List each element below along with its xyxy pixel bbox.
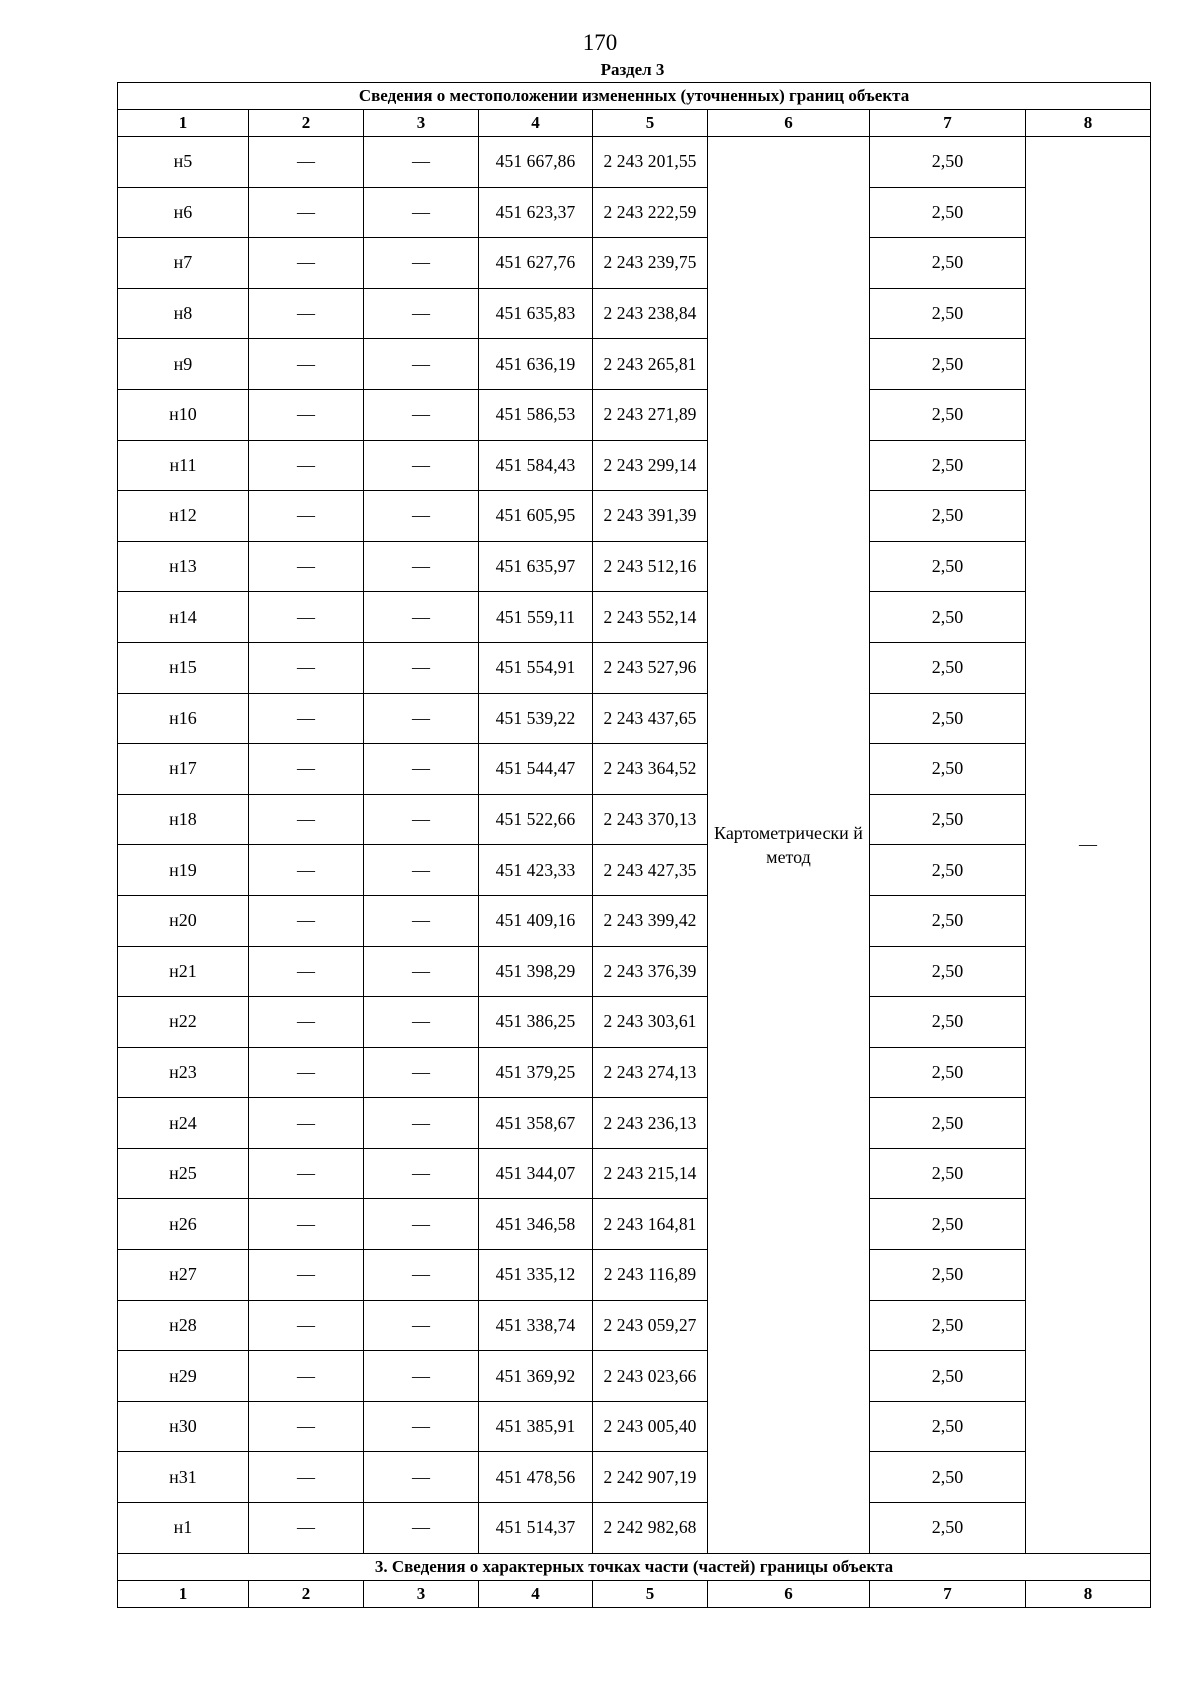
- accuracy-cell: 2,50: [870, 1047, 1026, 1098]
- subsection-caption-row: [118, 1553, 1151, 1580]
- header-column-3: 3: [364, 110, 479, 137]
- y-coordinate-cell: 2 243 512,16: [593, 541, 708, 592]
- accuracy-cell: 2,50: [870, 946, 1026, 997]
- accuracy-cell: 2,50: [870, 187, 1026, 238]
- point-name-cell: н13: [118, 541, 249, 592]
- y-coordinate-cell: 2 243 265,81: [593, 339, 708, 390]
- col2-dash-cell: —: [249, 339, 364, 390]
- x-coordinate-cell: 451 554,91: [479, 642, 593, 693]
- col2-dash-cell: —: [249, 1098, 364, 1149]
- y-coordinate-cell: 2 243 376,39: [593, 946, 708, 997]
- accuracy-cell: 2,50: [870, 1452, 1026, 1503]
- table-row: [118, 1148, 1151, 1199]
- point-name-cell: н6: [118, 187, 249, 238]
- x-coordinate-cell: 451 635,83: [479, 288, 593, 339]
- page-number: 170: [582, 30, 618, 55]
- col2-dash-cell: —: [249, 592, 364, 643]
- x-coordinate-cell: 451 667,86: [479, 137, 593, 188]
- header-column-7: 7: [870, 110, 1026, 137]
- point-name-cell: н22: [118, 997, 249, 1048]
- accuracy-cell: 2,50: [870, 1148, 1026, 1199]
- table-row: [118, 1250, 1151, 1301]
- point-name-cell: н1: [118, 1503, 249, 1554]
- col3-dash-cell: —: [364, 744, 479, 795]
- x-coordinate-cell: 451 586,53: [479, 389, 593, 440]
- y-coordinate-cell: 2 243 391,39: [593, 491, 708, 542]
- table-row: [118, 137, 1151, 188]
- point-name-cell: н5: [118, 137, 249, 188]
- accuracy-cell: 2,50: [870, 1300, 1026, 1351]
- point-name-cell: н18: [118, 794, 249, 845]
- col2-dash-cell: —: [249, 137, 364, 188]
- x-coordinate-cell: 451 539,22: [479, 693, 593, 744]
- col2-dash-cell: —: [249, 1452, 364, 1503]
- col2-dash-cell: —: [249, 238, 364, 289]
- y-coordinate-cell: 2 243 222,59: [593, 187, 708, 238]
- table-row: [118, 845, 1151, 896]
- section-title: Раздел 3: [600, 60, 665, 79]
- x-coordinate-cell: 451 398,29: [479, 946, 593, 997]
- col2-dash-cell: —: [249, 1503, 364, 1554]
- y-coordinate-cell: 2 242 982,68: [593, 1503, 708, 1554]
- y-coordinate-cell: 2 243 399,42: [593, 895, 708, 946]
- col2-dash-cell: —: [249, 642, 364, 693]
- y-coordinate-cell: 2 243 299,14: [593, 440, 708, 491]
- point-name-cell: н20: [118, 895, 249, 946]
- accuracy-cell: 2,50: [870, 238, 1026, 289]
- table-row: [118, 491, 1151, 542]
- col3-dash-cell: —: [364, 1047, 479, 1098]
- subsection-header-column-2: 2: [249, 1580, 364, 1607]
- col3-dash-cell: —: [364, 642, 479, 693]
- y-coordinate-cell: 2 243 271,89: [593, 389, 708, 440]
- table-row: [118, 895, 1151, 946]
- point-name-cell: н17: [118, 744, 249, 795]
- y-coordinate-cell: 2 243 023,66: [593, 1351, 708, 1402]
- x-coordinate-cell: 451 369,92: [479, 1351, 593, 1402]
- point-name-cell: н24: [118, 1098, 249, 1149]
- header-column-8: 8: [1026, 110, 1151, 137]
- point-name-cell: н12: [118, 491, 249, 542]
- table-row: [118, 541, 1151, 592]
- table-row: [118, 187, 1151, 238]
- col2-dash-cell: —: [249, 1047, 364, 1098]
- y-coordinate-cell: 2 243 427,35: [593, 845, 708, 896]
- accuracy-cell: 2,50: [870, 845, 1026, 896]
- point-name-cell: н28: [118, 1300, 249, 1351]
- accuracy-cell: 2,50: [870, 440, 1026, 491]
- table-row: [118, 693, 1151, 744]
- subsection-header-column-8: 8: [1026, 1580, 1151, 1607]
- accuracy-cell: 2,50: [870, 288, 1026, 339]
- y-coordinate-cell: 2 243 239,75: [593, 238, 708, 289]
- boundary-coordinates-table: [117, 82, 1151, 1608]
- header-column-4: 4: [479, 110, 593, 137]
- y-coordinate-cell: 2 243 236,13: [593, 1098, 708, 1149]
- table-row: [118, 997, 1151, 1048]
- col2-dash-cell: —: [249, 1300, 364, 1351]
- x-coordinate-cell: 451 346,58: [479, 1199, 593, 1250]
- accuracy-cell: 2,50: [870, 895, 1026, 946]
- col2-dash-cell: —: [249, 1148, 364, 1199]
- col3-dash-cell: —: [364, 1452, 479, 1503]
- accuracy-cell: 2,50: [870, 541, 1026, 592]
- col3-dash-cell: —: [364, 187, 479, 238]
- method-cell: Картометрически й метод: [708, 137, 870, 1554]
- accuracy-cell: 2,50: [870, 744, 1026, 795]
- col3-dash-cell: —: [364, 794, 479, 845]
- y-coordinate-cell: 2 243 059,27: [593, 1300, 708, 1351]
- point-name-cell: н30: [118, 1401, 249, 1452]
- x-coordinate-cell: 451 385,91: [479, 1401, 593, 1452]
- table-row: [118, 1199, 1151, 1250]
- table-row: [118, 946, 1151, 997]
- col3-dash-cell: —: [364, 440, 479, 491]
- col3-dash-cell: —: [364, 1098, 479, 1149]
- accuracy-cell: 2,50: [870, 339, 1026, 390]
- col3-dash-cell: —: [364, 1401, 479, 1452]
- x-coordinate-cell: 451 338,74: [479, 1300, 593, 1351]
- y-coordinate-cell: 2 243 164,81: [593, 1199, 708, 1250]
- accuracy-cell: 2,50: [870, 1199, 1026, 1250]
- accuracy-cell: 2,50: [870, 137, 1026, 188]
- table-row: [118, 592, 1151, 643]
- point-name-cell: н21: [118, 946, 249, 997]
- subsection-header-column-7: 7: [870, 1580, 1026, 1607]
- table-row: [118, 642, 1151, 693]
- col3-dash-cell: —: [364, 845, 479, 896]
- table-row: [118, 1452, 1151, 1503]
- y-coordinate-cell: 2 243 303,61: [593, 997, 708, 1048]
- x-coordinate-cell: 451 335,12: [479, 1250, 593, 1301]
- table-row: [118, 1503, 1151, 1554]
- table-row: [118, 339, 1151, 390]
- subsection-header-column-3: 3: [364, 1580, 479, 1607]
- x-coordinate-cell: 451 522,66: [479, 794, 593, 845]
- col3-dash-cell: —: [364, 895, 479, 946]
- point-name-cell: н7: [118, 238, 249, 289]
- col3-dash-cell: —: [364, 592, 479, 643]
- col3-dash-cell: —: [364, 1351, 479, 1402]
- point-name-cell: н14: [118, 592, 249, 643]
- point-name-cell: н11: [118, 440, 249, 491]
- subsection-column-number-row: [118, 1580, 1151, 1607]
- col3-dash-cell: —: [364, 1300, 479, 1351]
- x-coordinate-cell: 451 386,25: [479, 997, 593, 1048]
- x-coordinate-cell: 451 358,67: [479, 1098, 593, 1149]
- col2-dash-cell: —: [249, 389, 364, 440]
- y-coordinate-cell: 2 243 215,14: [593, 1148, 708, 1199]
- col2-dash-cell: —: [249, 1351, 364, 1402]
- y-coordinate-cell: 2 243 005,40: [593, 1401, 708, 1452]
- col3-dash-cell: —: [364, 997, 479, 1048]
- col3-dash-cell: —: [364, 1250, 479, 1301]
- col2-dash-cell: —: [249, 946, 364, 997]
- subsection-header-column-6: 6: [708, 1580, 870, 1607]
- y-coordinate-cell: 2 243 364,52: [593, 744, 708, 795]
- x-coordinate-cell: 451 409,16: [479, 895, 593, 946]
- col8-dash-cell: —: [1026, 137, 1151, 1554]
- x-coordinate-cell: 451 514,37: [479, 1503, 593, 1554]
- accuracy-cell: 2,50: [870, 693, 1026, 744]
- header-column-6: 6: [708, 110, 870, 137]
- accuracy-cell: 2,50: [870, 794, 1026, 845]
- x-coordinate-cell: 451 623,37: [479, 187, 593, 238]
- header-column-1: 1: [118, 110, 249, 137]
- point-name-cell: н8: [118, 288, 249, 339]
- col2-dash-cell: —: [249, 895, 364, 946]
- accuracy-cell: 2,50: [870, 491, 1026, 542]
- table-row: [118, 1300, 1151, 1351]
- x-coordinate-cell: 451 584,43: [479, 440, 593, 491]
- col2-dash-cell: —: [249, 541, 364, 592]
- y-coordinate-cell: 2 242 907,19: [593, 1452, 708, 1503]
- col3-dash-cell: —: [364, 339, 479, 390]
- col2-dash-cell: —: [249, 440, 364, 491]
- col3-dash-cell: —: [364, 693, 479, 744]
- col2-dash-cell: —: [249, 1199, 364, 1250]
- column-number-row: [118, 110, 1151, 137]
- table-caption: Сведения о местоположении измененных (уточненных) границ объекта: [118, 83, 1151, 110]
- table-body: [118, 137, 1151, 1554]
- table-row: [118, 1401, 1151, 1452]
- col2-dash-cell: —: [249, 288, 364, 339]
- y-coordinate-cell: 2 243 527,96: [593, 642, 708, 693]
- y-coordinate-cell: 2 243 201,55: [593, 137, 708, 188]
- col3-dash-cell: —: [364, 1503, 479, 1554]
- x-coordinate-cell: 451 478,56: [479, 1452, 593, 1503]
- col2-dash-cell: —: [249, 1250, 364, 1301]
- x-coordinate-cell: 451 559,11: [479, 592, 593, 643]
- col3-dash-cell: —: [364, 389, 479, 440]
- point-name-cell: н29: [118, 1351, 249, 1402]
- point-name-cell: н15: [118, 642, 249, 693]
- accuracy-cell: 2,50: [870, 1401, 1026, 1452]
- y-coordinate-cell: 2 243 437,65: [593, 693, 708, 744]
- table-row: [118, 744, 1151, 795]
- col3-dash-cell: —: [364, 1199, 479, 1250]
- col3-dash-cell: —: [364, 1148, 479, 1199]
- x-coordinate-cell: 451 423,33: [479, 845, 593, 896]
- point-name-cell: н23: [118, 1047, 249, 1098]
- table-row: [118, 1351, 1151, 1402]
- x-coordinate-cell: 451 379,25: [479, 1047, 593, 1098]
- col3-dash-cell: —: [364, 491, 479, 542]
- x-coordinate-cell: 451 605,95: [479, 491, 593, 542]
- point-name-cell: н10: [118, 389, 249, 440]
- header-column-2: 2: [249, 110, 364, 137]
- header-column-5: 5: [593, 110, 708, 137]
- x-coordinate-cell: 451 627,76: [479, 238, 593, 289]
- x-coordinate-cell: 451 544,47: [479, 744, 593, 795]
- y-coordinate-cell: 2 243 552,14: [593, 592, 708, 643]
- table-row: [118, 1047, 1151, 1098]
- accuracy-cell: 2,50: [870, 997, 1026, 1048]
- subsection-header-column-1: 1: [118, 1580, 249, 1607]
- accuracy-cell: 2,50: [870, 1098, 1026, 1149]
- accuracy-cell: 2,50: [870, 1351, 1026, 1402]
- table-caption-row: [118, 83, 1151, 110]
- table-row: [118, 1098, 1151, 1149]
- col2-dash-cell: —: [249, 794, 364, 845]
- table-row: [118, 440, 1151, 491]
- col2-dash-cell: —: [249, 491, 364, 542]
- col2-dash-cell: —: [249, 997, 364, 1048]
- y-coordinate-cell: 2 243 238,84: [593, 288, 708, 339]
- point-name-cell: н19: [118, 845, 249, 896]
- point-name-cell: н16: [118, 693, 249, 744]
- col3-dash-cell: —: [364, 541, 479, 592]
- point-name-cell: н25: [118, 1148, 249, 1199]
- y-coordinate-cell: 2 243 370,13: [593, 794, 708, 845]
- col3-dash-cell: —: [364, 946, 479, 997]
- point-name-cell: н31: [118, 1452, 249, 1503]
- x-coordinate-cell: 451 636,19: [479, 339, 593, 390]
- y-coordinate-cell: 2 243 116,89: [593, 1250, 708, 1301]
- col2-dash-cell: —: [249, 744, 364, 795]
- accuracy-cell: 2,50: [870, 592, 1026, 643]
- accuracy-cell: 2,50: [870, 1250, 1026, 1301]
- x-coordinate-cell: 451 635,97: [479, 541, 593, 592]
- col3-dash-cell: —: [364, 288, 479, 339]
- col2-dash-cell: —: [249, 1401, 364, 1452]
- point-name-cell: н9: [118, 339, 249, 390]
- col2-dash-cell: —: [249, 693, 364, 744]
- table-row: [118, 389, 1151, 440]
- subsection-header-column-4: 4: [479, 1580, 593, 1607]
- col2-dash-cell: —: [249, 845, 364, 896]
- table-row: [118, 288, 1151, 339]
- point-name-cell: н27: [118, 1250, 249, 1301]
- col2-dash-cell: —: [249, 187, 364, 238]
- x-coordinate-cell: 451 344,07: [479, 1148, 593, 1199]
- subsection-caption: 3. Сведения о характерных точках части (частей) границы объекта: [118, 1553, 1151, 1580]
- accuracy-cell: 2,50: [870, 1503, 1026, 1554]
- accuracy-cell: 2,50: [870, 642, 1026, 693]
- table-row: [118, 794, 1151, 845]
- col3-dash-cell: —: [364, 238, 479, 289]
- col3-dash-cell: —: [364, 137, 479, 188]
- subsection-header-column-5: 5: [593, 1580, 708, 1607]
- y-coordinate-cell: 2 243 274,13: [593, 1047, 708, 1098]
- point-name-cell: н26: [118, 1199, 249, 1250]
- table-row: [118, 238, 1151, 289]
- accuracy-cell: 2,50: [870, 389, 1026, 440]
